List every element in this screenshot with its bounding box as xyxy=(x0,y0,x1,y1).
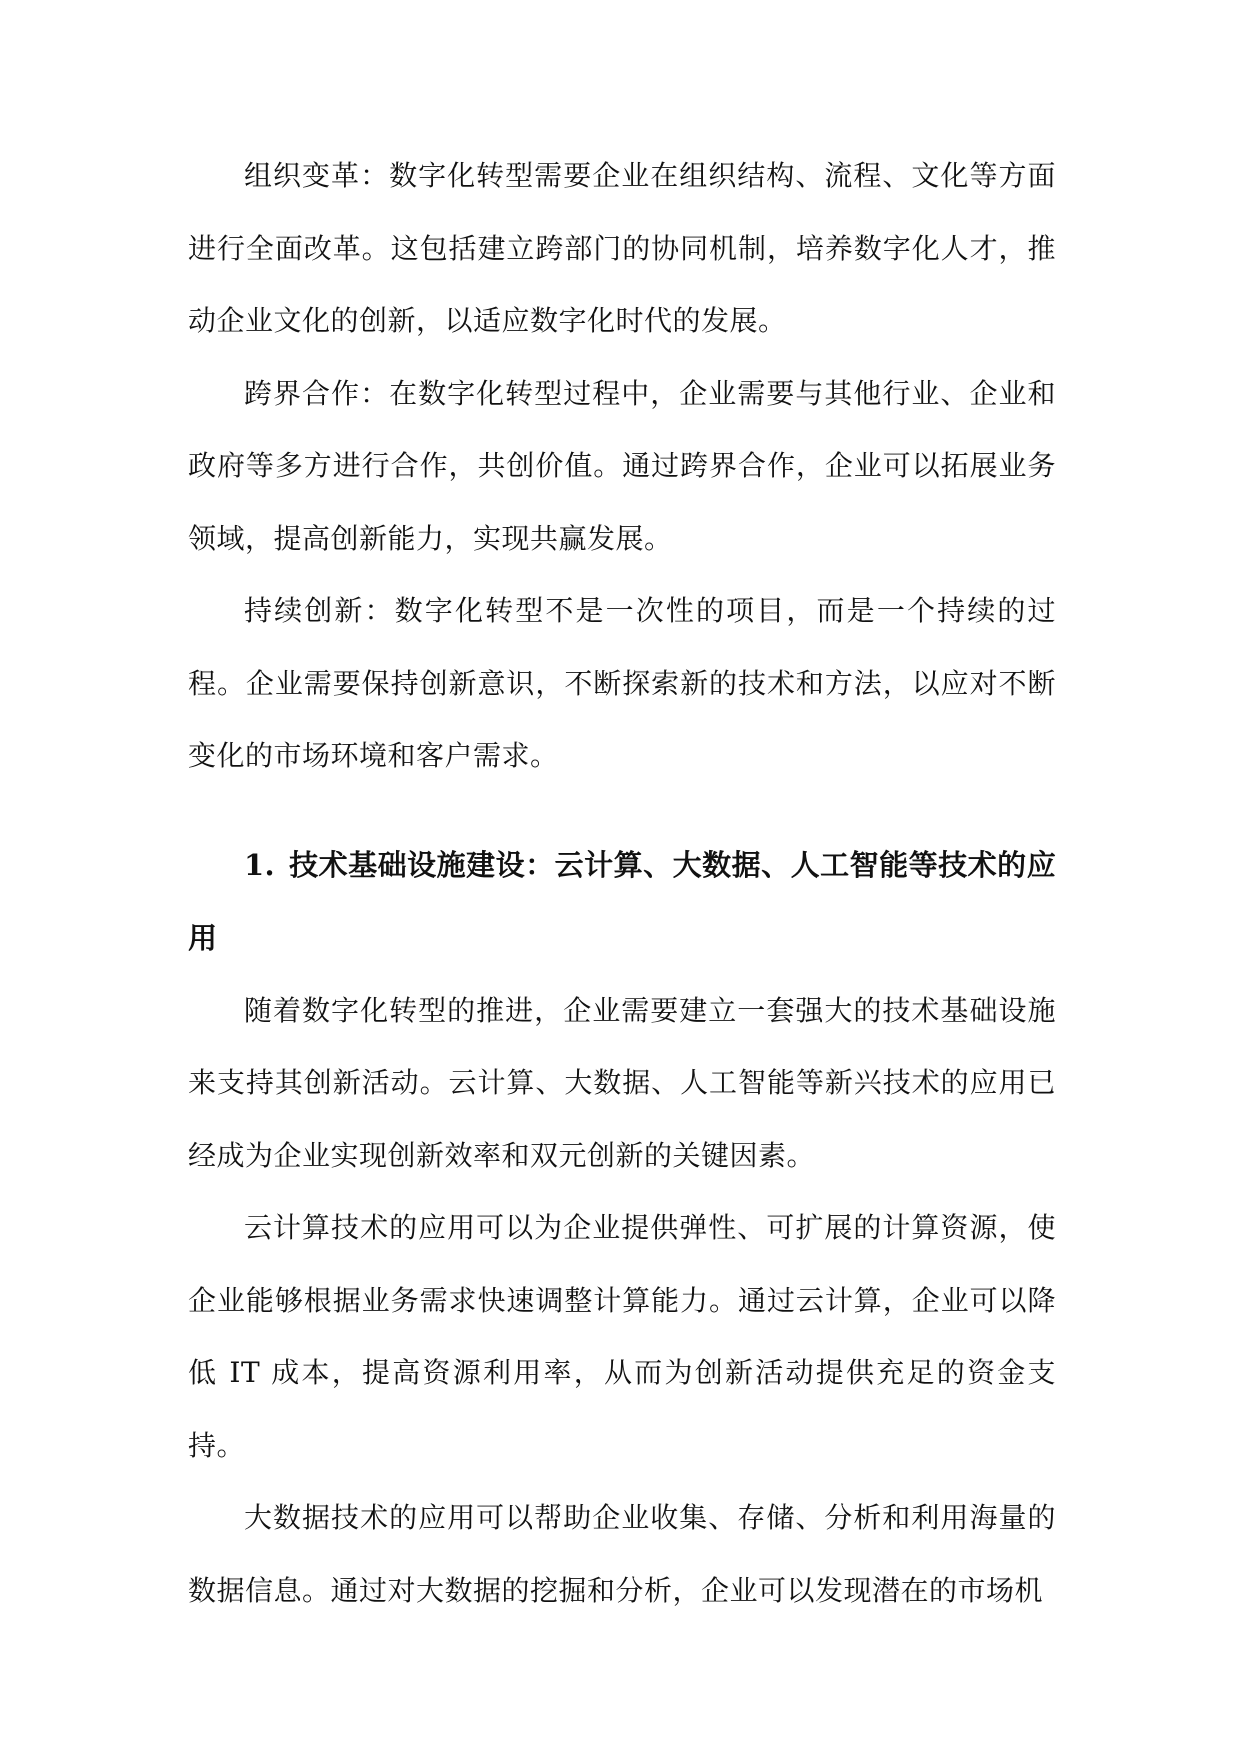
paragraph-organizational-change: 组织变革：数字化转型需要企业在组织结构、流程、文化等方面进行全面改革。这包括建立跨部门的协同机制，培养数字化人才，推动企业文化的创新，以适应数字化时代的发展。 xyxy=(188,159,1056,337)
section-title: 技术基础设施建设：云计算、大数据、人工智能等技术的应用 xyxy=(188,847,1056,955)
paragraph-big-data: 大数据技术的应用可以帮助企业收集、存储、分析和利用海量的数据信息。通过对大数据的挖掘和分析，企业可以发现潜在的市场机 xyxy=(188,1501,1056,1607)
paragraph-infrastructure-intro: 随着数字化转型的推进，企业需要建立一套强大的技术基础设施来支持其创新活动。云计算、大数据、人工智能等新兴技术的应用已经成为企业实现创新效率和双元创新的关键因素。 xyxy=(188,993,1056,1172)
paragraph-cloud-computing: 云计算技术的应用可以为企业提供弹性、可扩展的计算资源，使企业能够根据业务需求快速调整计算能力。通过云计算，企业可以降低 IT 成本，提高资源利用率，从而为创新活动提供充足的资金支持。 xyxy=(188,1211,1056,1462)
paragraph-cross-border-cooperation: 跨界合作：在数字化转型过程中，企业需要与其他行业、企业和政府等多方进行合作，共创价值。通过跨界合作，企业可以拓展业务领域，提高创新能力，实现共赢发展。 xyxy=(188,376,1056,555)
section-heading xyxy=(188,829,1056,975)
section-number: 1. xyxy=(244,847,275,882)
paragraph-continuous-innovation: 持续创新：数字化转型不是一次性的项目，而是一个持续的过程。企业需要保持创新意识，不断探索新的技术和方法，以应对不断变化的市场环境和客户需求。 xyxy=(188,594,1056,772)
document-body xyxy=(188,140,1056,1627)
